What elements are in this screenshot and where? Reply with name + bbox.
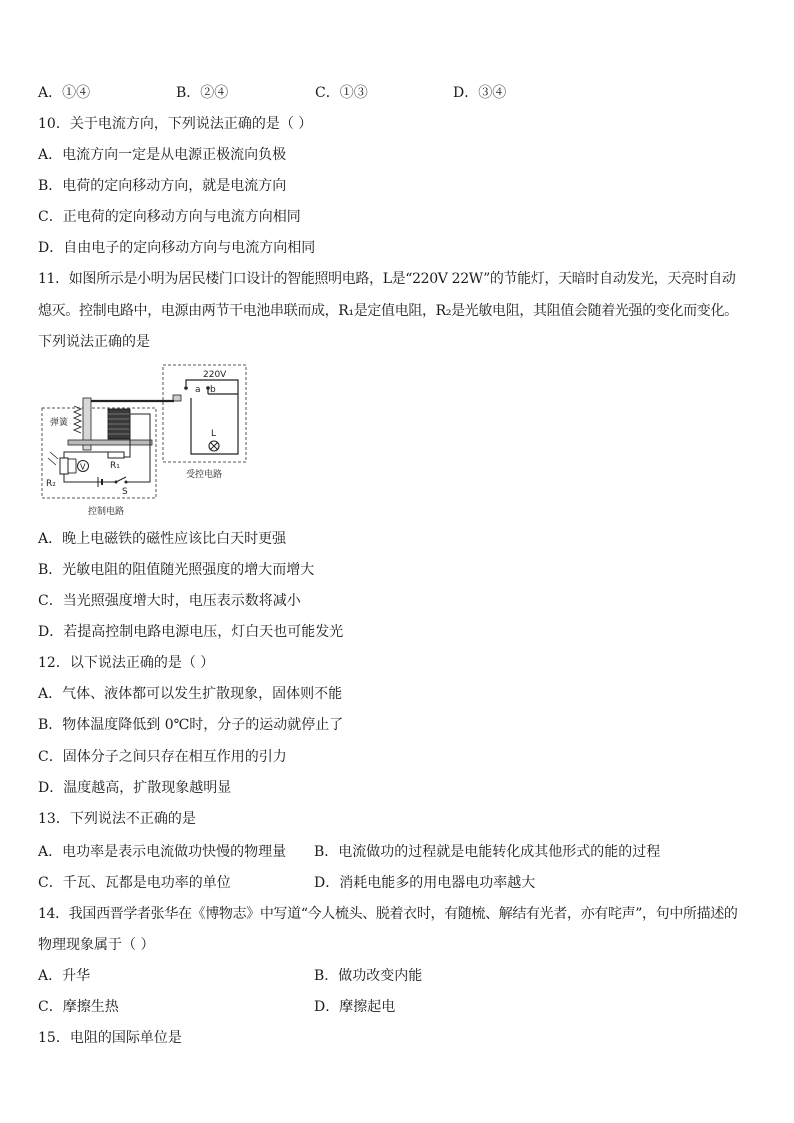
terminal-b-label: b <box>210 385 216 395</box>
q14-stem-line-1: 14．我国西晋学者张华在《博物志》中写道“今人梳头、脱着衣时，有随梳、解结有光者，亦有咤声”，句中所描述的 <box>38 906 738 922</box>
voltmeter-label: V <box>80 462 86 472</box>
q11-stem-line-2: 熄灭。控制电路中，电源由两节干电池串联而成，R₁是定值电阻，R₂是光敏电阻，其阻值会随着光强的变化而变化。 <box>38 303 738 319</box>
r2-photoresistor <box>60 458 68 474</box>
q11-option-d: D．若提高控制电路电源电压，灯白天也可能发光 <box>38 624 344 640</box>
spring-icon <box>74 406 81 433</box>
q13-stem: 13．下列说法不正确的是 <box>38 811 196 827</box>
q9-option-d: D．③④ <box>453 85 507 101</box>
lamp-label: L <box>211 429 217 439</box>
control-circuit-label: 控制电路 <box>88 507 125 517</box>
terminal-a-label: a <box>195 385 201 395</box>
q11-option-b: B．光敏电阻的阻值随光照强度的增大而增大 <box>38 562 315 578</box>
r1-resistor <box>108 452 124 458</box>
q10-option-a: A．电流方向一定是从电源正极流向负极 <box>38 147 287 163</box>
voltage-label: 220V <box>203 370 227 380</box>
q9-option-c: C．①③ <box>315 85 368 101</box>
q15-stem: 15．电阻的国际单位是 <box>38 1030 182 1046</box>
q14-option-d: D．摩擦起电 <box>314 999 396 1015</box>
q10-option-c: C．正电荷的定向移动方向与电流方向相同 <box>38 209 301 225</box>
q14-option-c: C．摩擦生热 <box>38 999 119 1015</box>
circuit-figure <box>38 362 253 522</box>
r2-label: R₂ <box>46 479 56 489</box>
q10-stem: 10．关于电流方向，下列说法正确的是（ ） <box>38 116 313 132</box>
controlled-circuit-label: 受控电路 <box>186 470 223 480</box>
q14-stem-line-2: 物理现象属于（ ） <box>38 937 155 953</box>
q13-option-d: D．消耗电能多的用电器电功率越大 <box>314 875 536 891</box>
switch-label: S <box>122 487 128 497</box>
q12-option-c: C．固体分子之间只存在相互作用的引力 <box>38 749 287 765</box>
r1-label: R₁ <box>110 461 120 471</box>
q12-option-d: D．温度越高，扩散现象越明显 <box>38 780 232 796</box>
q12-stem: 12．以下说法正确的是（ ） <box>38 655 215 671</box>
q12-option-a: A．气体、液体都可以发生扩散现象，固体则不能 <box>38 686 343 702</box>
q9-option-b: B．②④ <box>176 85 229 101</box>
q12-option-b: B．物体温度降低到 0℃时，分子的运动就停止了 <box>38 717 344 733</box>
q14-option-a: A．升华 <box>38 968 91 984</box>
q11-stem-line-3: 下列说法正确的是 <box>38 334 150 350</box>
q11-option-a: A．晚上电磁铁的磁性应该比白天时更强 <box>38 531 287 547</box>
q10-option-b: B．电荷的定向移动方向，就是电流方向 <box>38 178 287 194</box>
q11-option-c: C．当光照强度增大时，电压表示数将减小 <box>38 593 301 609</box>
q14-option-b: B．做功改变内能 <box>314 968 423 984</box>
q13-option-a: A．电功率是表示电流做功快慢的物理量 <box>38 844 287 860</box>
q11-stem-line-1: 11．如图所示是小明为居民楼门口设计的智能照明电路，L是“220V 22W”的节能灯，天暗时自动发光，天亮时自动 <box>38 271 736 287</box>
q9-option-a: A．①④ <box>38 85 91 101</box>
q13-option-c: C．千瓦、瓦都是电功率的单位 <box>38 875 231 891</box>
q13-option-b: B．电流做功的过程就是电能转化成其他形式的能的过程 <box>314 844 661 860</box>
spring-label: 弹簧 <box>50 418 69 428</box>
q10-option-d: D．自由电子的定向移动方向与电流方向相同 <box>38 240 316 256</box>
